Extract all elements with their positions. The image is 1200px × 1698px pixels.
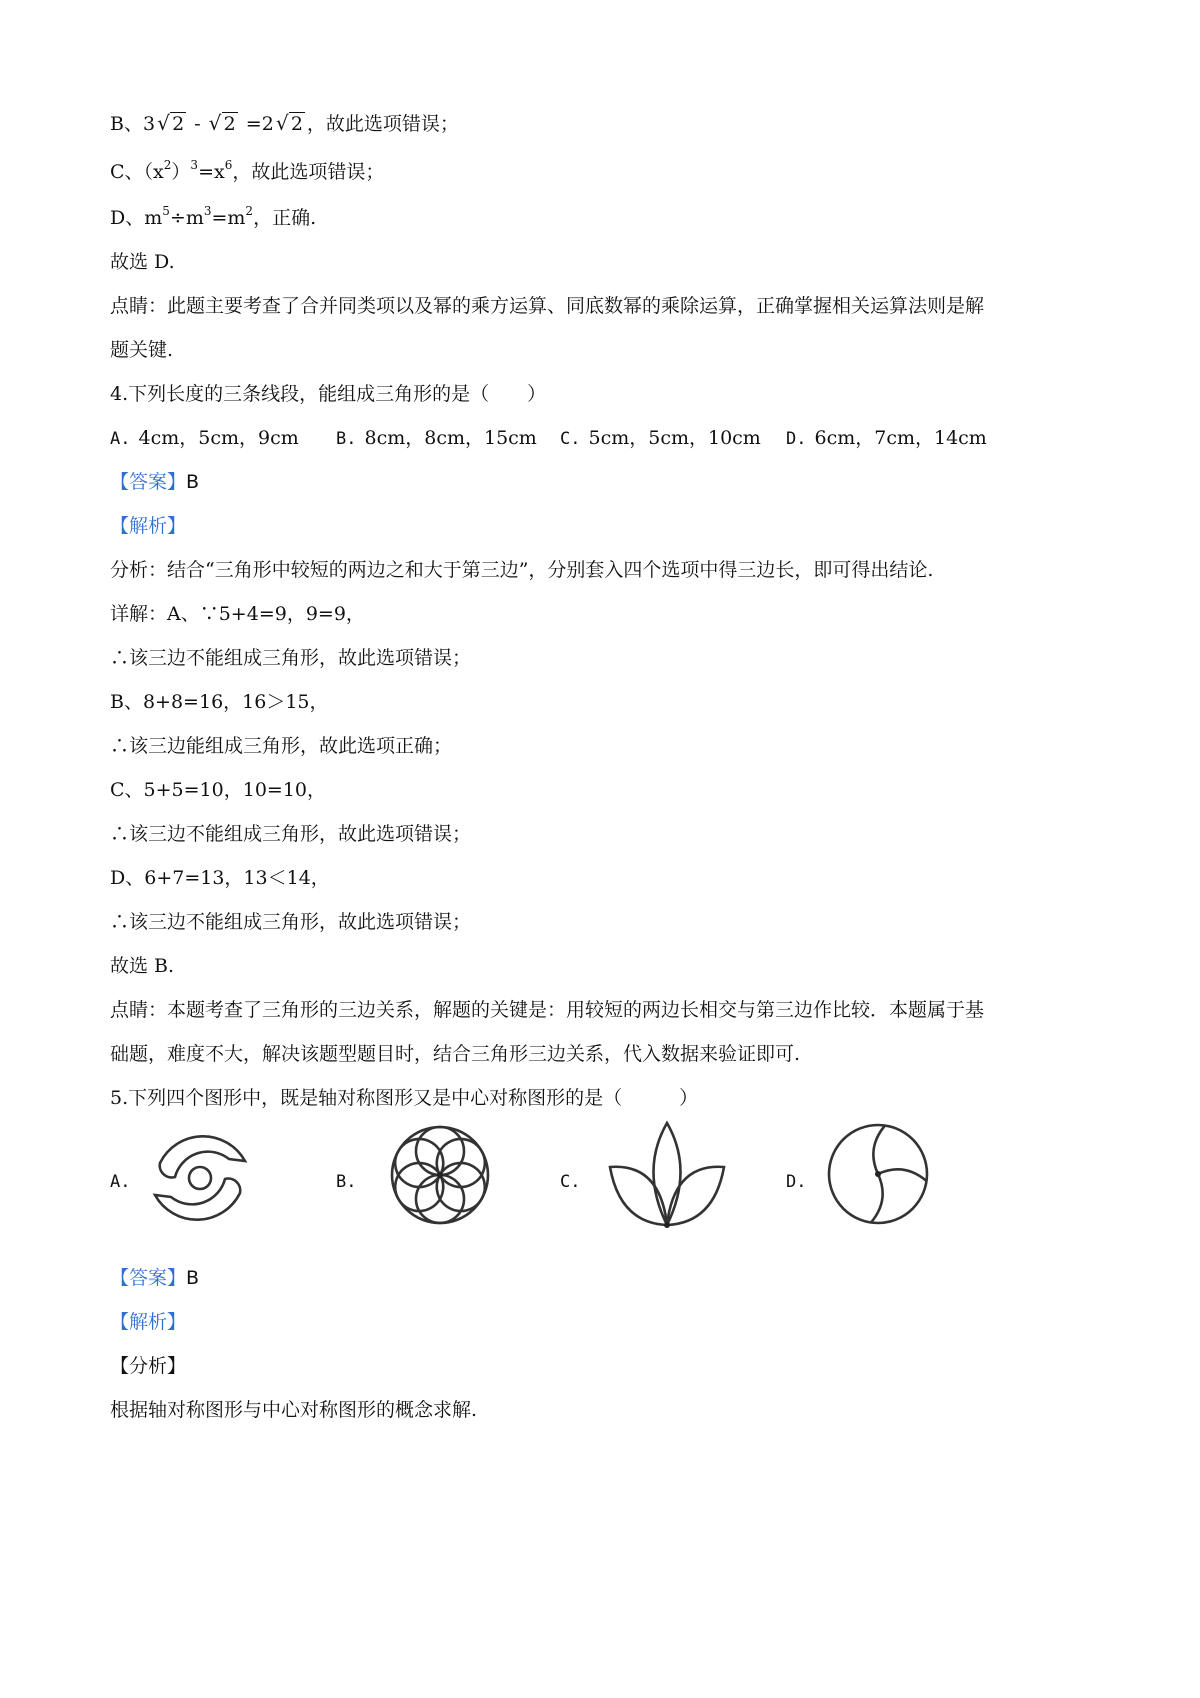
q4-analysis-line: ∴该三边能组成三角形，故此选项正确； — [110, 735, 453, 757]
q4-option-a: A. 4cm，5cm，9cm — [110, 427, 299, 449]
figure-b-center-dot — [437, 1172, 443, 1178]
figure-d-arc — [873, 1126, 885, 1175]
q4-analysis-line: B、8+8=16，16＞15， — [110, 691, 329, 713]
figure-d-center-dot — [875, 1171, 881, 1177]
q4-option-c: C. 5cm，5cm，10cm — [560, 427, 761, 449]
q4-analysis-line: 点睛：本题考查了三角形的三边关系，解题的关键是：用较短的两边长相交与第三边作比较．本题属于基 — [110, 999, 985, 1021]
figure-a-swirl — [145, 1123, 255, 1233]
figure-a-lower-hook — [155, 1179, 240, 1220]
figure-c-center-petal — [654, 1123, 681, 1225]
figure-c-right-petal — [667, 1167, 724, 1225]
q5-stem: 5.下列四个图形中，既是轴对称图形又是中心对称图形的是（ ） — [110, 1087, 699, 1109]
sqrt-symbol: √ 2 — [209, 112, 238, 136]
q3-option-c-line: C、$(x^2)^3=x^6$，故此选项错误； — [110, 158, 385, 183]
q4-analysis-tag: 【解析】 — [110, 515, 187, 537]
figure-d-pinwheel — [822, 1118, 934, 1230]
q4-analysis-line: ∴该三边不能组成三角形，故此选项错误； — [110, 823, 472, 845]
figure-a-upper-hook — [160, 1136, 245, 1177]
answer-tag: 【答案】 — [110, 471, 187, 493]
q5-analysis-tag: 【解析】 — [110, 1311, 187, 1333]
q3-comment-line-1: 点睛：此题主要考查了合并同类项以及幂的乘方运算、同底数幂的乘除运算，正确掌握相关运算法则是解 — [110, 295, 985, 317]
q5-figure-label-d: D. — [786, 1172, 807, 1192]
q4-analysis-line: 础题，难度不大，解决该题型题目时，结合三角形三边关系，代入数据来验证即可. — [110, 1043, 801, 1065]
q4-analysis-line: 分析：结合“三角形中较短的两边之和大于第三边”，分别套入四个选项中得三边长，即可得出结论. — [110, 559, 934, 581]
figure-d-arc — [871, 1174, 883, 1223]
q3-comment-line-2: 题关键. — [110, 339, 174, 361]
q3-option-b-line: B、3√ 2 - √ 2 =2√ 2 ，故此选项错误； — [110, 112, 459, 136]
q4-analysis-line: 详解：A、∵5+4=9，9=9， — [110, 603, 365, 625]
q4-stem: 4.下列长度的三条线段，能组成三角形的是（ ） — [110, 383, 547, 405]
q4-analysis-line: 故选 B. — [110, 955, 175, 977]
answer-value: B — [186, 471, 200, 493]
figure-a-center-circle — [189, 1167, 211, 1189]
figure-c-lotus — [602, 1115, 732, 1235]
q4-answer-line — [110, 470, 199, 494]
q4-analysis-line: ∴该三边不能组成三角形，故此选项错误； — [110, 911, 472, 933]
q3-option-d-line: D、$m^5\div m^3=m^2$，正确. — [110, 204, 317, 229]
q5-answer-line — [110, 1266, 199, 1290]
q3-choose-line: 故选 D. — [110, 251, 175, 273]
figure-c-base-dot — [664, 1222, 670, 1228]
q5-figure-label-b: B. — [336, 1172, 357, 1192]
answer-tag: 【答案】 — [110, 1267, 187, 1289]
q5-analysis-line: 根据轴对称图形与中心对称图形的概念求解. — [110, 1399, 478, 1421]
answer-value: B — [186, 1267, 200, 1289]
q4-analysis-line: ∴该三边不能组成三角形，故此选项错误； — [110, 647, 472, 669]
sqrt-symbol: √ 2 — [276, 112, 305, 136]
q4-option-b: B. 8cm，8cm，15cm — [336, 427, 537, 449]
figure-b-flower-of-life — [385, 1120, 495, 1230]
q4-option-d: D. 6cm，7cm，14cm — [786, 427, 987, 449]
sqrt-symbol: √ 2 — [157, 112, 186, 136]
figure-d-arc — [878, 1169, 927, 1181]
q4-analysis-line: D、6+7=13，13＜14， — [110, 867, 330, 889]
q5-figure-label-a: A. — [110, 1172, 131, 1192]
figure-c-left-petal — [610, 1167, 667, 1225]
q5-figure-label-c: C. — [560, 1172, 581, 1192]
q5-fenxi-tag: 【分析】 — [110, 1355, 187, 1377]
q4-analysis-line: C、5+5=10，10=10， — [110, 779, 327, 801]
